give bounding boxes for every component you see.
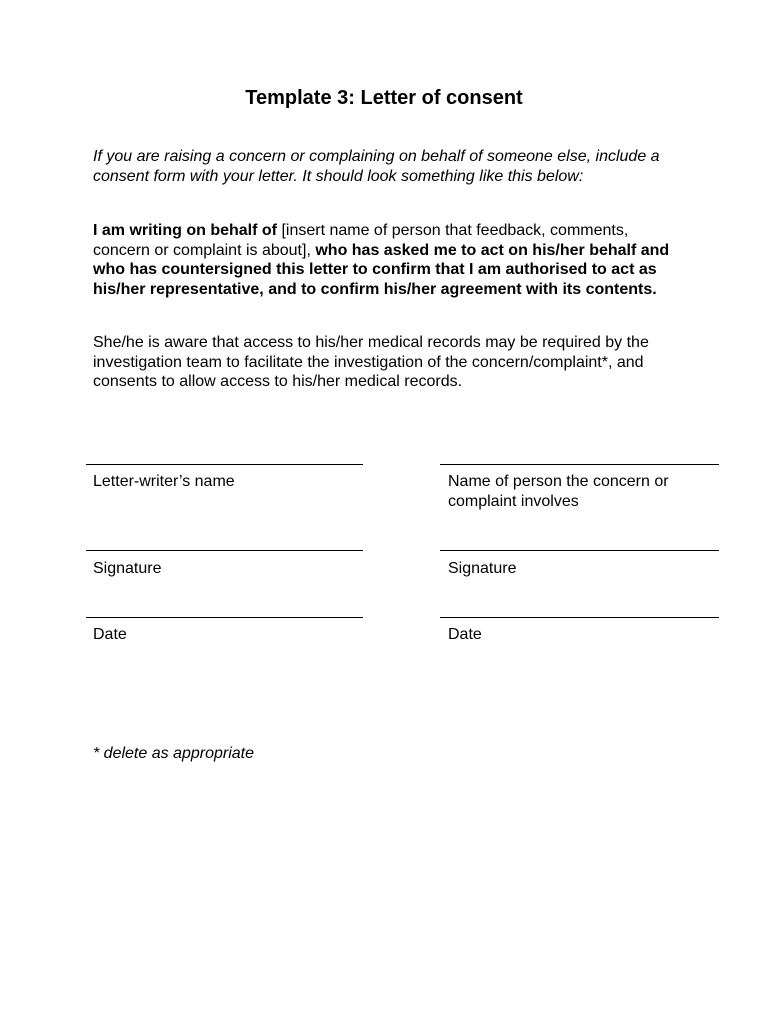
letter-writer-name-line (86, 464, 363, 465)
person-signature-line (440, 550, 719, 551)
person-name-label: Name of person the concern or complaint involves (448, 473, 669, 510)
letter-writer-date-line (86, 617, 363, 618)
letter-writer-date-label: Date (93, 626, 127, 643)
letter-writer-signature-label: Signature (93, 560, 162, 577)
consent-statement (93, 221, 683, 299)
person-name-line (440, 464, 719, 465)
page-title: Template 3: Letter of consent (245, 87, 523, 109)
footnote: * delete as appropriate (93, 745, 254, 762)
person-signature-label: Signature (448, 560, 517, 577)
letter-writer-signature-line (86, 550, 363, 551)
medical-records-statement: She/he is aware that access to his/her medical records may be required by the investigation team to facilitate the investigation of the concern/complaint*, and consents to allow access to his/her medical records. (93, 334, 649, 390)
person-date-label: Date (448, 626, 482, 643)
intro-instructions: If you are raising a concern or complaining on behalf of someone else, include a consent form with your letter. It should look something like this below: (93, 148, 660, 185)
consent-statement-insert: [insert name of person that feedback, comments, concern or complaint is about], (93, 222, 629, 259)
letter-writer-name-label: Letter-writer’s name (93, 473, 235, 490)
person-date-line (440, 617, 719, 618)
consent-statement-bold-start: I am writing on behalf of (93, 222, 277, 239)
consent-statement-bold-end: who has asked me to act on his/her behalf and who has countersigned this letter to confirm that I am authorised to act as his/her representative, and to confirm his/her agreement with its contents. (93, 241, 670, 298)
